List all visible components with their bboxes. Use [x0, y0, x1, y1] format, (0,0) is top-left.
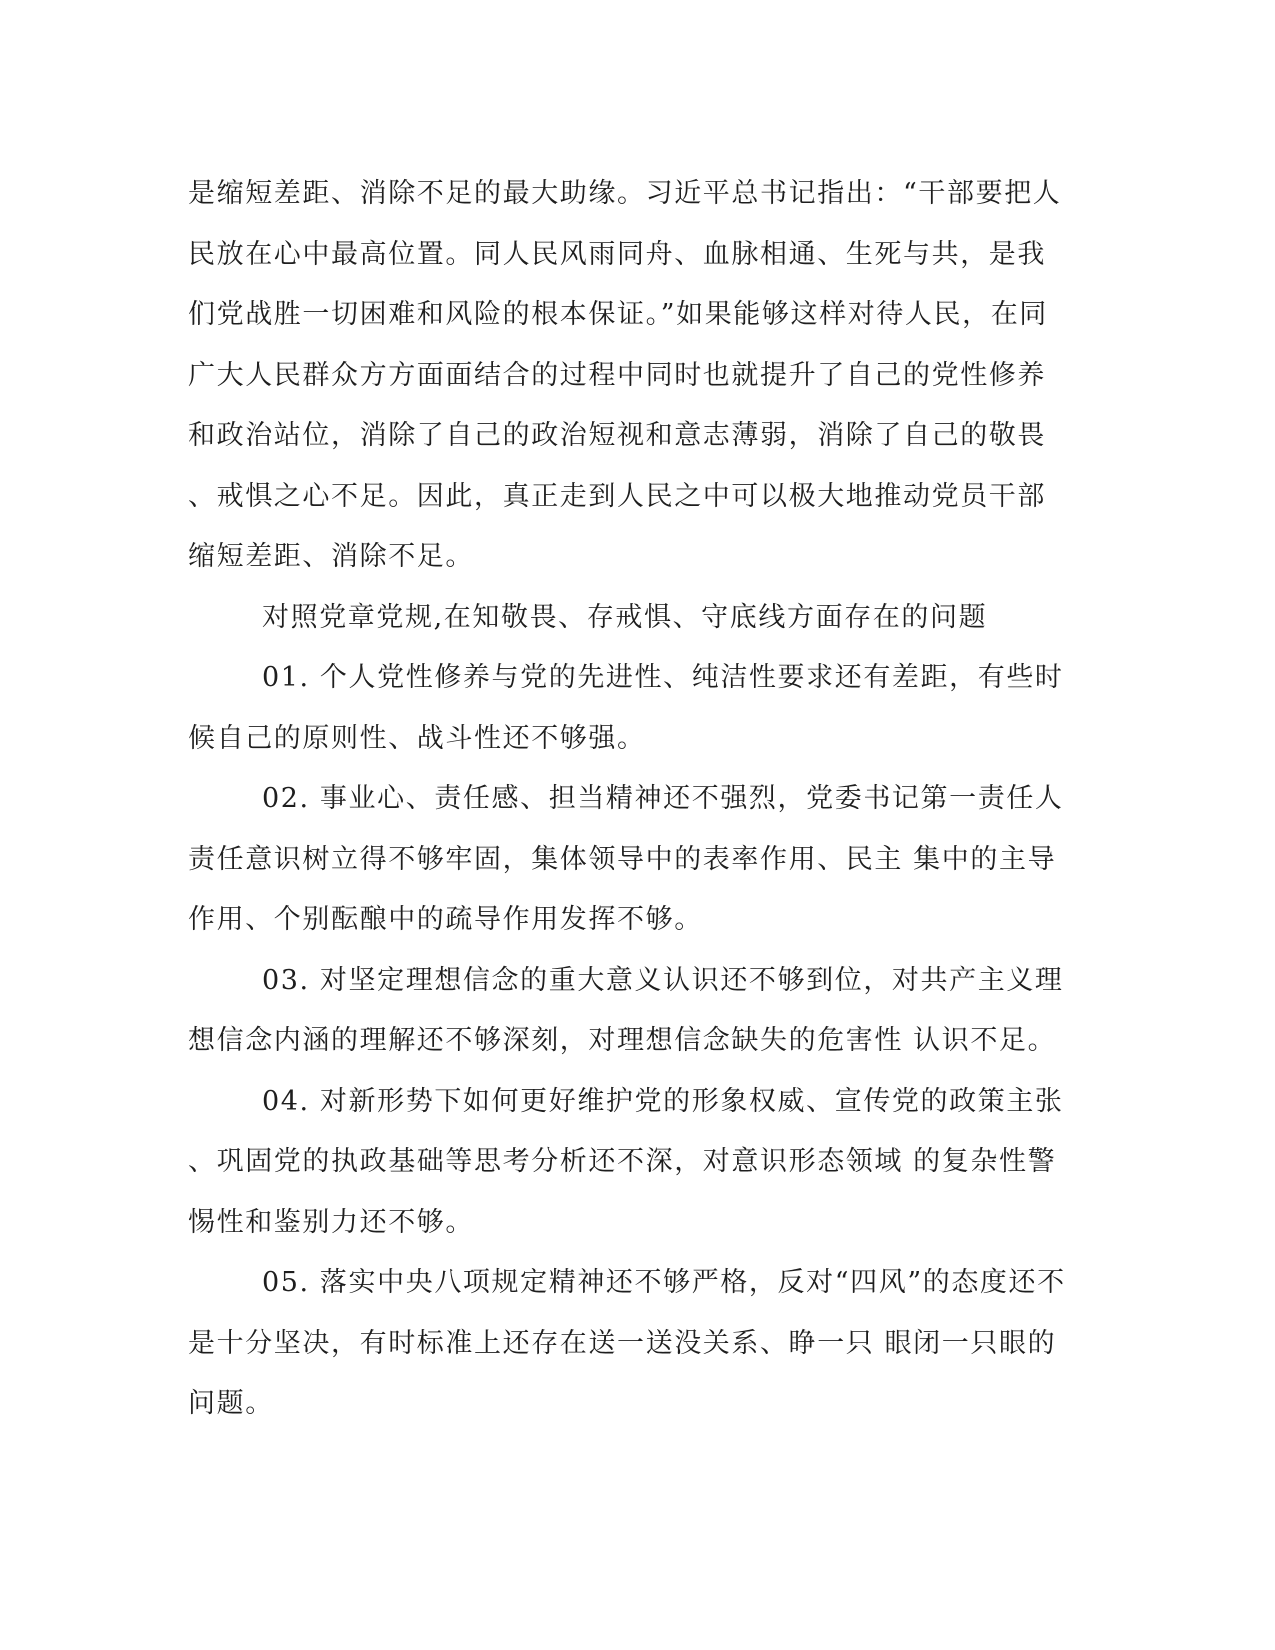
list-item-05-line: 问题。: [188, 1388, 274, 1419]
body-line: 缩短差距、消除不足。: [188, 541, 474, 572]
body-line: 和政治站位，消除了自己的政治短视和意志薄弱，消除了自己的敬畏: [188, 420, 1046, 451]
body-line: 、戒惧之心不足。因此，真正走到人民之中可以极大地推动党员干部: [188, 480, 1046, 512]
body-line: 是缩短差距、消除不足的最大助缘。习近平总书记指出：“干部要把人: [188, 178, 1062, 209]
list-item-01-line: 候自己的原则性、战斗性还不够强。: [188, 722, 646, 754]
list-item-02-line: 02. 事业心、责任感、担当精神还不强烈，党委书记第一责任人: [262, 783, 1064, 814]
list-item-04-line: 04. 对新形势下如何更好维护党的形象权威、宣传党的政策主张: [262, 1085, 1064, 1117]
list-item-03-line: 想信念内涵的理解还不够深刻，对理想信念缺失的危害性 认识不足。: [188, 1025, 1057, 1056]
list-item-05-line: 05. 落实中央八项规定精神还不够严格，反对“四风”的态度还不: [262, 1267, 1066, 1298]
section-heading: 对照党章党规,在知敬畏、存戒惧、守底线方面存在的问题: [262, 601, 988, 633]
list-item-02-line: 作用、个别酝酿中的疏导作用发挥不够。: [188, 904, 703, 935]
body-line: 民放在心中最高位置。同人民风雨同舟、血脉相通、生死与共，是我: [188, 238, 1046, 270]
list-item-05-line: 是十分坚决，有时标准上还存在送一送没关系、睁一只 眼闭一只眼的: [188, 1327, 1057, 1359]
list-item-02-line: 责任意识树立得不够牢固，集体领导中的表率作用、民主 集中的主导: [188, 843, 1057, 875]
document-body: [188, 164, 1068, 1435]
list-item-01-line: 01. 个人党性修养与党的先进性、纯洁性要求还有差距，有些时: [262, 662, 1064, 693]
list-item-04-line: 惕性和鉴别力还不够。: [188, 1206, 474, 1238]
body-line: 广大人民群众方方面面结合的过程中同时也就提升了自己的党性修养: [188, 359, 1046, 391]
list-item-03-line: 03. 对坚定理想信念的重大意义认识还不够到位，对共产主义理: [262, 964, 1064, 996]
body-line: 们党战胜一切困难和风险的根本保证。”如果能够这样对待人民，在同: [188, 299, 1048, 330]
list-item-04-line: 、巩固党的执政基础等思考分析还不深，对意识形态领域 的复杂性警: [188, 1146, 1057, 1177]
